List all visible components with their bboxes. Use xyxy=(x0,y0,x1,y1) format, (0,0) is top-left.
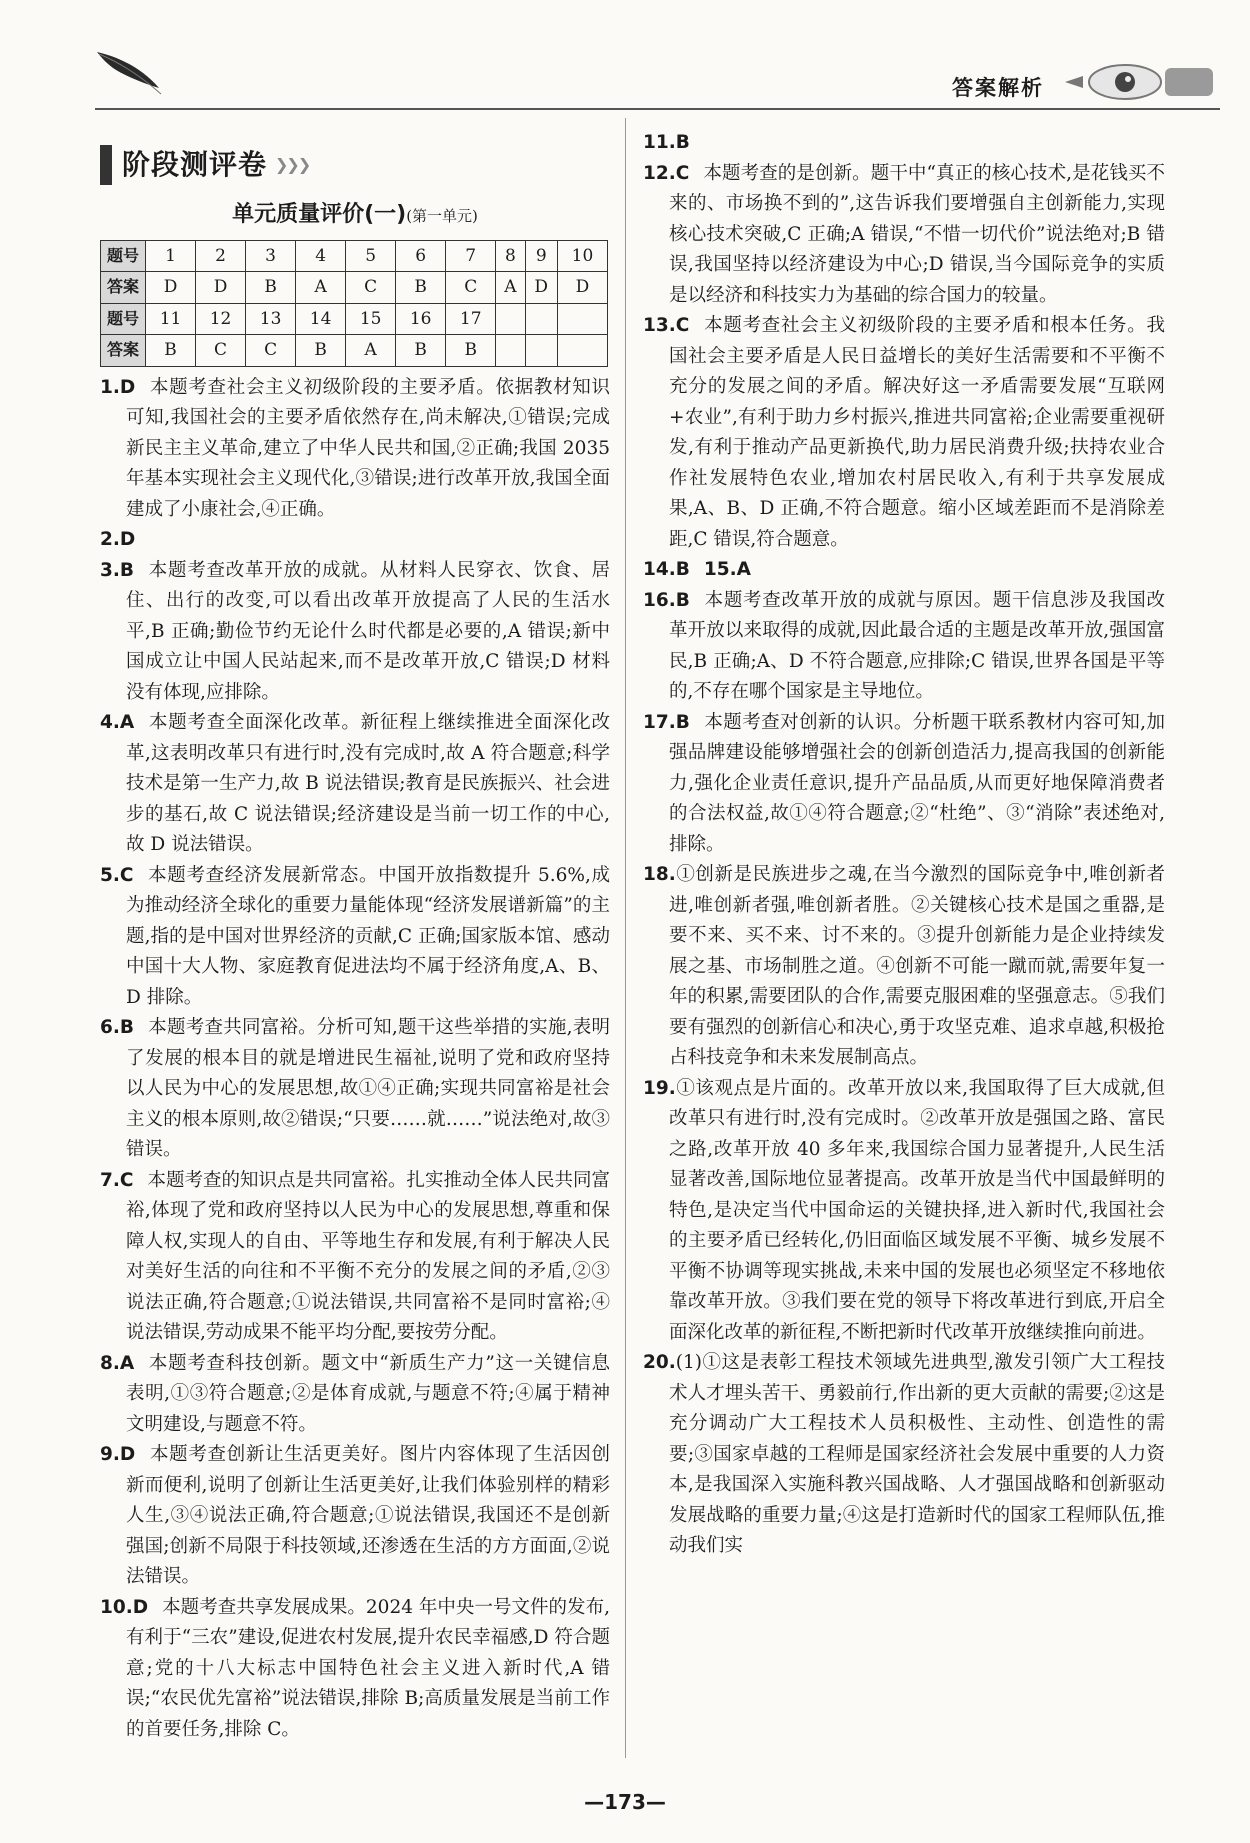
question-number-cell xyxy=(557,303,607,335)
column-divider xyxy=(625,118,626,1758)
question-number-cell: 8 xyxy=(496,240,525,272)
table-row xyxy=(101,303,608,335)
item-explanation: 本题考查的知识点是共同富裕。扎实推动全体人民共同富裕,体现了党和政府坚持以人民为中心的发展思想,尊重和保障人权,实现人的自由、平等地生存和发展,有利于解决人民对美好生活的向往和不平衡不充分的发展之间的矛盾,②③说法正确,符合题意;①说法错误,共同富裕不是同时富裕;④说法错误,劳动成果不能平均分配,要按劳分配。 xyxy=(126,1169,610,1343)
page-number: —173— xyxy=(584,1790,666,1814)
answer-item-17 xyxy=(643,708,1165,861)
unit-heading xyxy=(100,200,610,232)
question-number-cell: 4 xyxy=(296,240,346,272)
answer-table xyxy=(100,240,608,367)
item-answer: C xyxy=(675,315,690,336)
item-answer: A xyxy=(119,712,135,733)
item-explanation: 本题考查改革开放的成就与原因。题干信息涉及我国改革开放以来取得的成就,因此最合适的主题是改革开放,强国富民,B 正确;A、D 不符合题意,应排除;C 错误,世界各国是平等的,不存在哪个国家是主导地位。 xyxy=(669,589,1165,702)
item-number: 20. xyxy=(643,1352,676,1373)
item-number: 1. xyxy=(100,376,120,398)
item-explanation: 本题考查社会主义初级阶段的主要矛盾和根本任务。我国社会主要矛盾是人民日益增长的美好生活需要和不平衡不充分的发展之间的矛盾。解决好这一矛盾需要发展“互联网+农业”,有利于助力乡村振兴,推进共同富裕;企业需要重视研发,有利于推动产品更新换代,助力居民消费升级;扶持农业合作社发展特色农业,增加农村居民收入,有利于共享发展成果,A、B、D 正确,不符合题意。缩小区域差距而不是消除差距,C 错误,符合题意。 xyxy=(669,315,1165,550)
answer-item-1 xyxy=(100,373,610,526)
answer-item-19 xyxy=(643,1074,1165,1349)
item-explanation: ①创新是民族进步之魂,在当今激烈的国际竞争中,唯创新者进,唯创新者强,唯创新者胜。②关键核心技术是国之重器,是要不来、买不来、讨不来的。③提升创新能力是企业持续发展之基、市场制胜之道。④创新不可能一蹴而就,需要年复一年的积累,需要团队的合作,需要克服困难的坚强意志。⑤我们要有强烈的创新信心和决心,勇于攻坚克难、追求卓越,积极抢占科技竞争和未来发展制高点。 xyxy=(669,864,1165,1068)
item-answer: D xyxy=(119,529,136,550)
item-number: 10. xyxy=(100,1596,133,1618)
row-label: 题号 xyxy=(101,240,146,272)
row-label: 答案 xyxy=(101,272,146,304)
question-number-cell: 12 xyxy=(196,303,246,335)
item-number: 12. xyxy=(643,162,676,184)
item-answer: C xyxy=(119,864,134,886)
question-number-cell: 3 xyxy=(246,240,296,272)
answer-item-9 xyxy=(100,1440,610,1593)
item-explanation: 本题考查共同富裕。分析可知,题干这些举措的实施,表明了发展的根本目的就是增进民生福祉,说明了党和政府坚持以人民为中心的发展思想,故①④正确;实现共同富裕是社会主义的根本原则,故②错误;“只要……就……”说法绝对,故③错误。 xyxy=(126,1017,610,1160)
answer-item-18 xyxy=(643,860,1165,1074)
arrows-icon: ❯❯❯ xyxy=(275,154,310,174)
answer-item-16 xyxy=(643,586,1165,708)
item-number: 17. xyxy=(643,711,676,733)
question-number-cell: 5 xyxy=(346,240,396,272)
answer-item-3 xyxy=(100,556,610,709)
answer-cell: B xyxy=(446,335,496,367)
answer-item-10 xyxy=(100,1593,610,1746)
answer-cell: D xyxy=(146,272,196,304)
answer-item-8 xyxy=(100,1349,610,1441)
item-number: 18. xyxy=(643,864,676,885)
item-number: 3. xyxy=(100,559,120,581)
item-answer: D xyxy=(119,376,136,398)
section-heading xyxy=(100,138,610,192)
answer-item-7 xyxy=(100,1166,610,1349)
answer-item-14-15 xyxy=(643,555,1165,586)
item-answer: C xyxy=(119,1169,134,1191)
answer-cell: A xyxy=(496,272,525,304)
question-number-cell: 14 xyxy=(296,303,346,335)
item-explanation: 本题考查科技创新。题文中“新质生产力”这一关键信息表明,①③符合题意;②是体育成就,与题意不符;④属于精神文明建设,与题意不符。 xyxy=(126,1352,610,1435)
answer-cell: D xyxy=(525,272,557,304)
left-column xyxy=(100,138,610,1745)
item-explanation: 本题考查社会主义初级阶段的主要矛盾。依据教材知识可知,我国社会的主要矛盾依然存在,尚未解决,①错误;完成新民主主义革命,建立了中华人民共和国,②正确;我国 2035 年基本实现社会主义现代化,③错误;进行改革开放,我国全面建成了小康社会,④正确。 xyxy=(126,376,610,520)
question-number-cell: 7 xyxy=(446,240,496,272)
section-bar xyxy=(100,145,112,185)
question-number-cell xyxy=(496,303,525,335)
answer-item-20 xyxy=(643,1348,1165,1562)
item-explanation: 本题考查改革开放的成就。从材料人民穿衣、饮食、居住、出行的改变,可以看出改革开放提高了人民的生活水平,B 正确;勤俭节约无论什么时代都是必要的,A 错误;新中国成立让中国人民站起来,而不是改革开放,C 错误;D 材料没有体现,应排除。 xyxy=(126,559,610,703)
answer-cell: C xyxy=(446,272,496,304)
answer-cell: B xyxy=(246,272,296,304)
answer-item-11 xyxy=(643,128,1165,159)
question-number-cell: 13 xyxy=(246,303,296,335)
feather-icon xyxy=(95,48,165,98)
item-answer: B xyxy=(675,559,690,580)
item-number: 11. xyxy=(643,132,676,153)
answer-cell: B xyxy=(296,335,346,367)
row-label: 答案 xyxy=(101,335,146,367)
answer-cell xyxy=(496,335,525,367)
answer-cell: C xyxy=(246,335,296,367)
row-label: 题号 xyxy=(101,303,146,335)
item-number: 14. xyxy=(643,559,676,580)
answer-item-5 xyxy=(100,861,610,1014)
item-number: 7. xyxy=(100,1169,120,1191)
answer-cell xyxy=(525,335,557,367)
item-answer: D xyxy=(132,1596,149,1618)
item-number: 5. xyxy=(100,864,120,886)
item-answer: D xyxy=(119,1444,136,1465)
item-number: 13. xyxy=(643,315,676,336)
item-answer: A xyxy=(736,559,751,580)
question-number-cell: 11 xyxy=(146,303,196,335)
item-explanation: 本题考查经济发展新常态。中国开放指数提升 5.6%,成为推动经济全球化的重要力量能体现“经济发展谱新篇”的主题,指的是中国对世界经济的贡献,C 正确;国家版本馆、感动中国十大人物、家庭教育促进法均不属于经济角度,A、B、D 排除。 xyxy=(126,864,610,1008)
answer-cell xyxy=(557,335,607,367)
item-explanation: 本题考查创新让生活更美好。图片内容体现了生活因创新而便利,说明了创新让生活更美好,让我们体验别样的精彩人生,③④说法正确,符合题意;①说法错误,我国还不是创新强国;创新不局限于科技领域,还渗透在生活的方方面面,②说法错误。 xyxy=(126,1444,610,1587)
item-explanation: 本题考查全面深化改革。新征程上继续推进全面深化改革,这表明改革只有进行时,没有完成时,故 A 符合题意;科学技术是第一生产力,故 B 说法错误;教育是民族振兴、社会进步的基石,故 C 说法错误;经济建设是当前一切工作的中心,故 D 说法错误。 xyxy=(126,712,610,855)
answer-item-12 xyxy=(643,159,1165,312)
question-number-cell: 16 xyxy=(396,303,446,335)
question-number-cell: 1 xyxy=(146,240,196,272)
item-explanation: 本题考查对创新的认识。分析题干联系教材内容可知,加强品牌建设能够增强社会的创新创造活力,提高我国的创新能力,强化企业责任意识,提升产品品质,从而更好地保障消费者的合法权益,故①④符合题意;②“杜绝”、③“消除”表述绝对,排除。 xyxy=(669,711,1165,855)
question-number-cell: 6 xyxy=(396,240,446,272)
answer-item-2 xyxy=(100,525,610,556)
answer-cell: B xyxy=(396,335,446,367)
answer-cell: D xyxy=(557,272,607,304)
item-number: 16. xyxy=(643,589,676,611)
item-explanation: (1)①这是表彰工程技术领域先进典型,激发引领广大工程技术人才埋头苦干、勇毅前行,作出新的更大贡献的需要;②这是充分调动广大工程技术人员积极性、主动性、创造性的需要;③国家卓越的工程师是国家经济社会发展中重要的人力资本,是我国深入实施科教兴国战略、人才强国战略和创新驱动发展战略的重要力量;④这是打造新时代的国家工程师队伍,推动我们实 xyxy=(669,1352,1165,1556)
question-number-cell: 9 xyxy=(525,240,557,272)
item-explanation: 本题考查的是创新。题干中“真正的核心技术,是花钱买不来的、市场换不到的”,这告诉我们要增强自主创新能力,实现核心技术突破,C 正确;A 错误,“不惜一切代价”说法绝对;B 错误,我国坚持以经济建设为中心;D 错误,当今国际竞争的实质是以经济和科技实力为基础的综合国力的较量。 xyxy=(669,162,1165,306)
table-row xyxy=(101,240,608,272)
answer-item-6 xyxy=(100,1013,610,1166)
question-number-cell xyxy=(525,303,557,335)
question-number-cell: 2 xyxy=(196,240,246,272)
header-rule xyxy=(95,108,1220,110)
unit-title: 单元质量评价(一) xyxy=(232,202,407,227)
answer-item-4 xyxy=(100,708,610,861)
item-number: 2. xyxy=(100,529,120,550)
answer-cell: B xyxy=(146,335,196,367)
question-number-cell: 17 xyxy=(446,303,496,335)
table-row xyxy=(101,272,608,304)
item-number: 4. xyxy=(100,712,120,733)
unit-subtitle: (第一单元) xyxy=(406,207,478,225)
answer-cell: A xyxy=(296,272,346,304)
item-answer: C xyxy=(675,162,690,184)
eye-logo-icon xyxy=(1065,62,1215,102)
right-column xyxy=(643,128,1165,1562)
item-answer: B xyxy=(119,559,135,581)
answer-cell: B xyxy=(396,272,446,304)
item-answer: B xyxy=(675,132,690,153)
answer-cell: C xyxy=(196,335,246,367)
question-number-cell: 10 xyxy=(557,240,607,272)
item-number: 6. xyxy=(100,1017,120,1038)
item-answer: B xyxy=(675,589,690,611)
table-row xyxy=(101,335,608,367)
answer-cell: C xyxy=(346,272,396,304)
item-explanation: 本题考查共享发展成果。2024 年中央一号文件的发布,有利于“三农”建设,促进农村发展,提升农民幸福感,D 符合题意;党的十八大标志中国特色社会主义进入新时代,A 错误;“农民优先富裕”说法错误,排除 B;高质量发展是当前工作的首要任务,排除 C。 xyxy=(126,1596,610,1740)
item-explanation: ①该观点是片面的。改革开放以来,我国取得了巨大成就,但改革只有进行时,没有完成时。②改革开放是强国之路、富民之路,改革开放 40 多年来,我国综合国力显著提升,人民生活显著改善,国际地位显著提高。改革开放是当代中国最鲜明的特色,是决定当代中国命运的关键抉择,进入新时代,我国社会的主要矛盾已经转化,仍旧面临区域发展不平衡、城乡发展不平衡不协调等现实挑战,未来中国的发展也必须坚定不移地依靠改革开放。③我们要在党的领导下将改革进行到底,开启全面深化改革的新征程,不断把新时代改革开放继续推向前进。 xyxy=(669,1077,1165,1343)
item-number: 8. xyxy=(100,1352,120,1374)
question-number-cell: 15 xyxy=(346,303,396,335)
section-title: 阶段测评卷 xyxy=(122,147,268,181)
answer-item-13 xyxy=(643,311,1165,555)
header-title: 答案解析 xyxy=(952,76,1044,100)
answer-cell: A xyxy=(346,335,396,367)
item-answer: A xyxy=(119,1352,135,1374)
item-number: 9. xyxy=(100,1444,120,1465)
page-header xyxy=(0,0,1250,120)
item-number: 19. xyxy=(643,1077,676,1099)
item-answer: B xyxy=(675,711,690,733)
answer-cell: D xyxy=(196,272,246,304)
item-number: 15. xyxy=(703,559,737,580)
item-answer: B xyxy=(119,1017,135,1038)
